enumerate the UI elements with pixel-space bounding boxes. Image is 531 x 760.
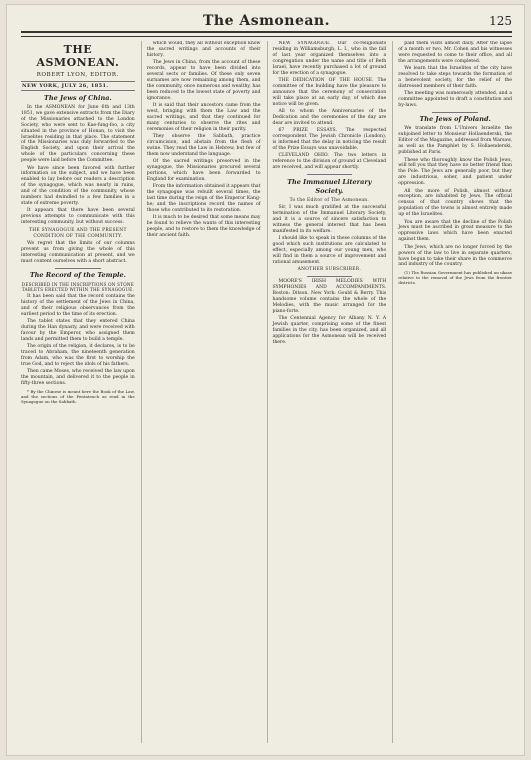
masthead (21, 11, 512, 33)
divider (307, 276, 353, 277)
paragraph: It appears that there have been several previous attempts to communicate with this interesting community, but without success. (21, 208, 135, 226)
paragraph: MOORE'S IRISH MELODIES WITH SYMPHONIES AND ACCOMPANIMENTS. Boston: Ditson. New York: Gould & Berry. This handsome volume contains the whole of the Melodies, with the music arranged for the piano-forte. (272, 279, 387, 314)
paragraph: THE DEDICATION OF THE HOUSE. The committee of the building have the pleasure to announce that the ceremony of consecration will take place at an early day, of which due notice will be given. (272, 77, 387, 107)
paragraph: I should like to speak in these columns of the good which such institutions are calculated to effect, especially among our young men, who will find in them a source of improvement and rational amusement. (272, 235, 387, 265)
editor-line: ROBERT LYON, EDITOR. (36, 72, 119, 78)
paragraph: We translate from L'Univers Israelite the subjoined letter to Monsieur Hollaenderski, the Editor of the Magazine, addressed from Warsaw, as well as the Pamphlet by S. Hollaenderski, published at Paris. (398, 126, 512, 156)
paragraph: The Centennial Agency for Albany N. Y. A Jewish quarter, comprising some of the finest families in the city, has been organized, and all applications for the Asmonean will be received there. (272, 316, 387, 345)
paper-name: THE ASMONEAN. (36, 43, 120, 69)
paragraph: which would, they all without exception know the sacred writings and accounts of their history. (146, 41, 261, 58)
paragraph: CLEVELAND OHIO. The two letters in reference to the division of ground at Cleveland are received, and will appear shortly. (272, 153, 387, 171)
column-1 (21, 41, 135, 743)
paragraph: You are aware that the decline of the Polish Jews must be ascribed in great measure to the oppressive laws which have been enacted against them. (398, 219, 512, 243)
column-2 (141, 41, 261, 743)
paragraph: From the information obtained it appears that the synagogue was rebuilt several times, the last time during the reign of the Emperor Kang-he; and the inscriptions record the names of those who contributed to its restoration. (146, 184, 261, 213)
columns (21, 41, 512, 743)
paragraph: All the more of Polish, almost without exception, are inhabited by Jews. The official census of that country shows that the population of the towns is almost entirely made up of the Israelites. (398, 188, 512, 218)
article-heading: The Immanuel Literary Society. (287, 177, 372, 195)
letter-signature: ANOTHER SUBSCRIBER. (297, 267, 362, 272)
article-heading: The Jews of China. (44, 94, 112, 102)
footnote: * By the Chinese is meant here the Book of the Law, and the sections of the Pentateuch as read in the Synagogue on the Sabbath. (21, 388, 135, 405)
letter-addressee: To the Editor of The Asmonean. (289, 197, 370, 203)
paragraph: The Jews in China, from the account of these records, appear to have been divided into several sects or families. Of these only seven surnames are now remaining among them, and the community, once numerous and wealthy, has been reduced to the lowest state of poverty and ignorance. (146, 60, 261, 101)
divider (55, 268, 101, 269)
article-heading: The Jews of Poland. (419, 115, 491, 124)
paragraph: The tablet states that they entered China during the Han dynasty, and were received with favour by the Emperor, who assigned them lands and permitted them to build a temple. (21, 319, 135, 342)
paragraph: It is much to be desired that some means may be found to relieve the wants of this interesting people, and to restore to them the knowledge of their ancient faith. (146, 215, 261, 239)
masthead-title: The Asmonean. (203, 13, 330, 29)
newspaper-page (6, 4, 525, 756)
article-subheading: DESCRIBED IN THE INSCRIPTIONS ON STONE TABLETS ERECTED WITHIN THE SYNAGOGUE. (21, 282, 134, 293)
dateline-text: NEW YORK, JULY 26, 1851. (22, 83, 109, 89)
paragraph: They observe the Sabbath, practice circumcision, and abstain from the flesh of swine. They read the Law in Hebrew, but few of them now understand the language. (146, 134, 261, 157)
page-number: 125 (489, 14, 512, 28)
paragraph: Sir, I was much gratified at the successful termination of the Immanuel Literary Society, and it is a source of sincere satisfaction to witness the general interest that has been manifested in its welfare. (272, 204, 387, 234)
footnote: (1) The Russian Government has published an ukase relative to the removal of the Jews from the frontier districts. (398, 269, 512, 286)
column-3 (267, 41, 387, 743)
paragraph: These who thoroughly know the Polish Jews, will tell you that they have no better friend than the Pole. The Jews are generally poor, but they are industrious, sober, and patient under oppression. (398, 157, 512, 187)
paragraph: Of the sacred writings preserved in the synagogue, the Missionaries procured several portions, which have been forwarded to England for examination. (146, 159, 261, 182)
paragraph: We regret that the limits of our columns prevent us from giving the whole of this interesting communication at present, and we must content ourselves with a short abstract. (21, 240, 135, 264)
divider (307, 174, 353, 175)
paragraph: The origin of the religion, it declares, is to be traced to Abraham, the nineteenth generation from Adam, who was the first to worship the true God, and to reject the idols of his fathers. (21, 344, 135, 368)
paragraph: paid them visits almost daily. After the lapse of a month or two, Mr. Cohen and his witnesses were requested to come to their office, and all the arrangements were completed. (398, 41, 512, 64)
dateline (21, 81, 135, 91)
paragraph: Then came Moses, who received the law upon the mountain, and delivered it to the people in fifty-three sections. (21, 369, 135, 387)
paragraph: We have since been favored with further information on the subject, and we have been enabled to lay before our readers a description of the synagogue, which was nearly in ruins, and of the condition of the community, whose numbers had dwindled to a few families in a state of extreme poverty. (21, 165, 135, 206)
paragraph: All to whom the Anniversaries of the Dedication and the ceremonies of the day are dear are invited to attend. (272, 108, 387, 126)
column-4 (392, 41, 512, 743)
paragraph: 67 PRIZE ESSAYS. The respected correspondent The Jewish Chronicle (London), is informed that the delay in noticing the result of the Prize Essays was unavoidable. (272, 128, 387, 151)
paragraph: NEW SYNAGOGUE. Our co-religionists residing in Williamsburgh, L. I., who in the fall of last year organized themselves into a congregation under the name and title of Beth Israel, have recently purchased a lot of ground for the erection of a synagogue. (272, 41, 387, 76)
paragraph: In the ASMONEAN for June 6th and 13th 1851, we gave extensive extracts from the Diary of the Missionaries attached to the London Society, who were sent to Kae-fung-foo, a city situated in the province of Honan, to visit the Israelites residing in that place. The statement of the Missionaries was duly forwarded to the English Society, and upon their arrival the whole of the particulars concerning these people were laid before the Committee. (21, 105, 135, 164)
paragraph: It is said that their ancestors came from the west, bringing with them the Law and the sacred writings, and that they continued for many centuries to observe the rites and ceremonies of their religion in their purity. (146, 103, 261, 132)
section-caption: THE SYNAGOGUE AND THE PRESENT CONDITION OF THE COMMUNITY. (29, 227, 127, 239)
article-heading: The Record of the Temple. (29, 271, 126, 280)
masthead-rule (21, 36, 512, 37)
paragraph: The meeting was numerously attended, and a committee appointed to draft a constitution and by-laws. (398, 91, 512, 109)
divider (432, 112, 478, 113)
paragraph: We learn that the Israelites of the city have resolved to take steps towards the formation of a benevolent society, for the relief of the distressed members of their faith. (398, 66, 512, 89)
paragraph: The Jews, which are no longer forced by the powers of the law to live in separate quarters, have begun to take their share in the commerce and industry of the country. (398, 244, 512, 268)
paragraph: It has been said that the record contains the history of the settlement of the Jews in China, and of their religious observances from the earliest period to the time of its erection. (21, 294, 135, 317)
